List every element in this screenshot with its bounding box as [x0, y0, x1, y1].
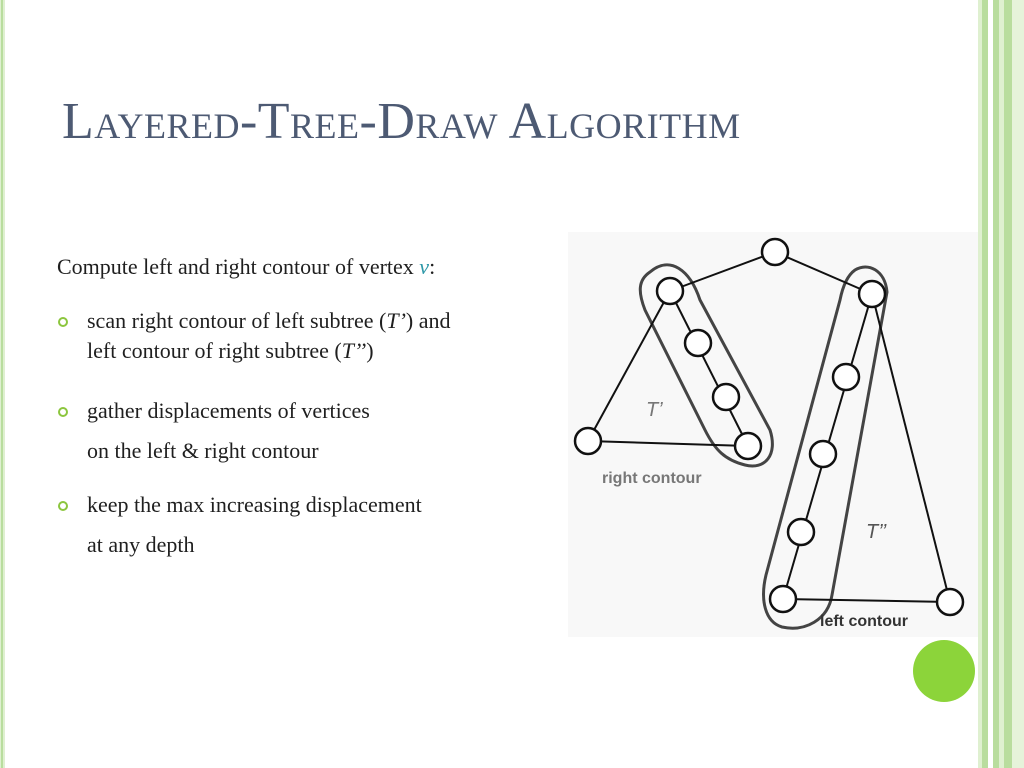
bullet-icon: [58, 317, 68, 327]
right-contour-label: right contour: [602, 470, 702, 487]
tree-contour-diagram: [568, 232, 978, 637]
bullet-text: ) and: [405, 308, 451, 333]
intro-text: Compute left and right contour of vertex: [57, 254, 420, 279]
tree-node: [859, 281, 885, 307]
tree-node: [810, 441, 836, 467]
bullet-item: [57, 306, 577, 366]
right-stripes-decoration: [978, 0, 1024, 768]
bullet-line: [87, 306, 577, 366]
slide-title: Layered-Tree-Draw Algorithm: [62, 93, 741, 150]
vertex-variable: v: [419, 254, 430, 279]
tree-node: [735, 433, 761, 459]
tree-node: [575, 428, 601, 454]
bullet-text: ): [366, 338, 374, 363]
bullet-item: [57, 396, 577, 466]
left-subtree-label: T’: [646, 399, 663, 421]
edge: [783, 599, 950, 602]
bullet-text: left contour of right subtree (: [87, 338, 342, 363]
tree-node: [657, 278, 683, 304]
bullet-icon: [58, 407, 68, 417]
subtree-variable: T’’: [341, 338, 367, 363]
left-contour-label: left contour: [820, 613, 908, 630]
tree-node: [788, 519, 814, 545]
bullet-text: at any depth: [87, 532, 195, 557]
stripe: [1004, 0, 1012, 768]
edge: [872, 294, 950, 602]
edge: [588, 441, 748, 446]
subtree-variable: T’: [386, 308, 406, 333]
bullet-text: keep the max increasing displacement: [87, 492, 422, 517]
bullet-text: on the left & right contour: [87, 438, 319, 463]
tree-node: [685, 330, 711, 356]
bullet-icon: [58, 501, 68, 511]
bullet-text: gather displacements of vertices: [87, 398, 370, 423]
left-border-decoration: [0, 0, 5, 768]
slide-body: [57, 252, 577, 582]
green-circle-decoration: [913, 640, 975, 702]
right-subtree-label: T’’: [866, 521, 887, 543]
intro-line: [57, 252, 577, 282]
bullet-text: scan right contour of left subtree (: [87, 308, 387, 333]
tree-node: [937, 589, 963, 615]
tree-diagram-svg: [568, 232, 978, 637]
tree-node: [770, 586, 796, 612]
tree-node: [713, 384, 739, 410]
tree-node: [833, 364, 859, 390]
stripe: [1012, 0, 1024, 768]
edge: [670, 252, 775, 291]
intro-suffix: :: [429, 254, 436, 279]
bullet-item: [57, 490, 577, 560]
edge: [775, 252, 872, 294]
tree-node: [762, 239, 788, 265]
